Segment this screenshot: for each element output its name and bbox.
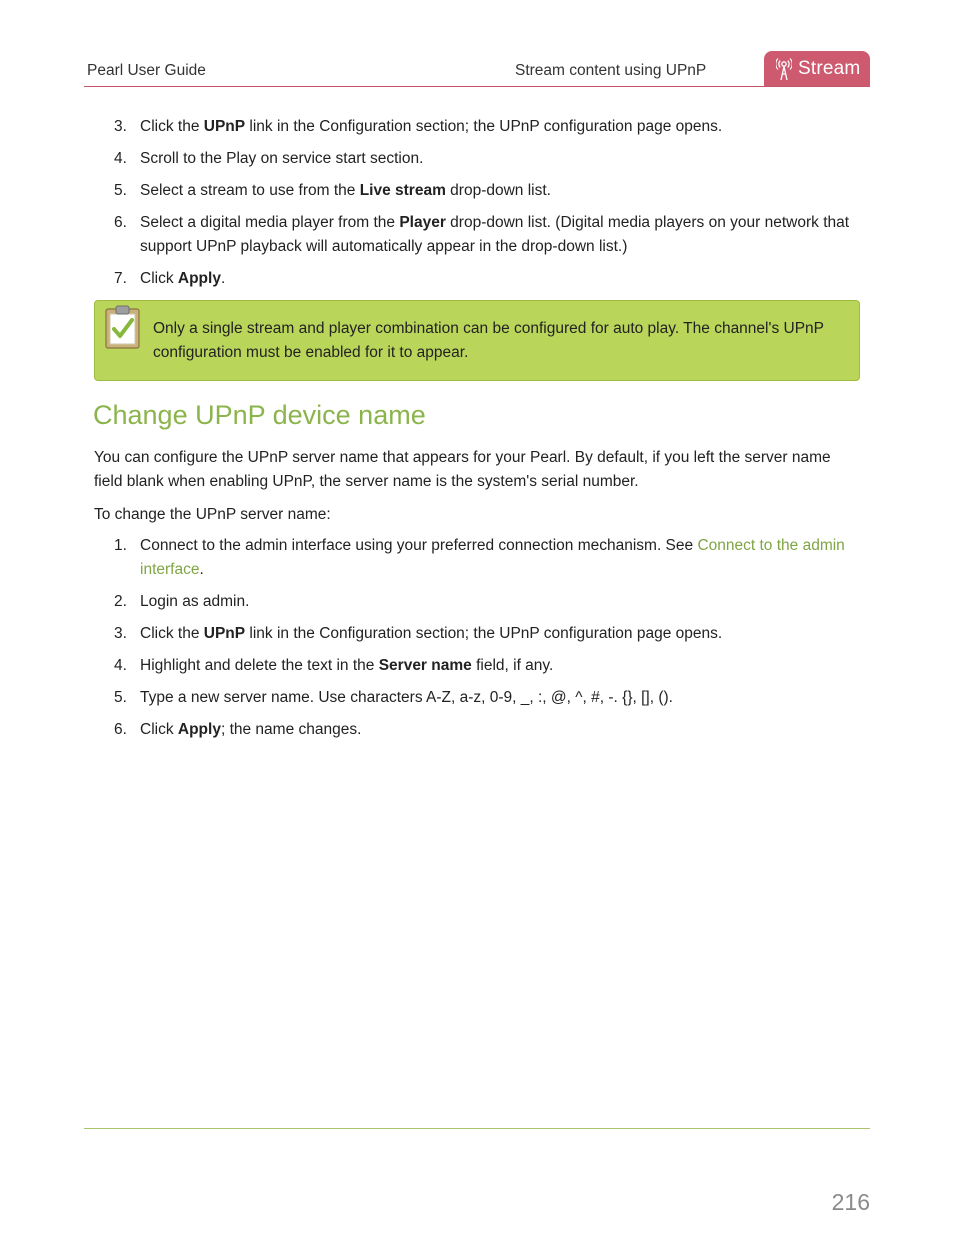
step-number: 3. [114,624,127,642]
step-text: Type a new server name. Use characters A-Z, a-z, 0-9, _, :, @, ^, #, -. {}, [], (). [140,688,673,706]
step-text-end: link in the Configuration section; the UPnP configuration page opens. [245,624,723,642]
list-item [0,590,860,614]
step-text: Select a stream to use from the [140,182,360,199]
step-number: 3. [114,118,127,135]
step-number: 5. [114,688,127,706]
step-text-end: link in the Configuration section; the UPnP configuration page opens. [245,118,723,135]
cross-reference-link[interactable]: Connect to the admin interface [140,537,845,578]
footer-divider [84,1128,870,1129]
step-text-end: . [199,560,204,578]
list-item [0,686,860,710]
step-text: Click [140,269,178,287]
list-item [0,179,860,203]
step-number: 1. [114,537,127,554]
lead-paragraph: To change the UPnP server name: [94,506,331,523]
list-item [0,534,860,581]
step-number: 4. [114,150,127,167]
ui-term: UPnP [203,624,246,642]
list-item [0,718,860,742]
step-text-end: drop-down list. [445,182,551,199]
clipboard-check-icon [105,304,141,350]
section-heading: Change UPnP device name [93,400,426,430]
step-number: 4. [114,656,127,674]
list-item [0,267,860,291]
step-text: Login as admin. [140,592,250,610]
steps-list-change-name [0,534,954,750]
header-divider [84,86,870,87]
guide-title: Pearl User Guide [87,62,206,79]
step-text-end: . [220,269,226,287]
step-text-end: ; the name changes. [220,720,362,738]
list-item [0,115,860,139]
running-section-title: Stream content using UPnP [515,62,707,79]
intro-paragraph: You can configure the UPnP server name that appears for your Pearl. By default, if you left the server name field blank when enabling UPnP, the server name is the system's serial number. [94,449,831,490]
step-number: 2. [114,592,127,610]
note-box [94,300,860,381]
note-text: Only a single stream and player combination can be configured for auto play. The channel's UPnP configuration must be enabled for it to appear. [153,320,824,361]
page-header [84,48,870,88]
ui-term: Live stream [359,182,446,199]
ui-term: Player [399,214,446,231]
step-number: 6. [114,214,127,231]
step-number: 7. [114,269,127,287]
step-text: Click the [140,118,204,135]
list-item [0,211,860,258]
page-number: 216 [831,1189,870,1215]
step-text: Connect to the admin interface using your preferred connection mechanism. See [140,537,698,554]
step-text-end: field, if any. [471,656,554,674]
step-text: Select a digital media player from the [140,214,400,231]
step-text-end: drop-down list. (Digital media players on your network that support UPnP playback will automatically appear in the drop-down list.) [140,214,850,255]
list-item [0,147,860,171]
step-text: Scroll to the Play on service start section. [140,150,424,167]
list-item [0,622,860,646]
step-text: Click the [140,624,204,642]
step-text: Highlight and delete the text in the [140,656,379,674]
stream-tab-label: Stream [798,58,861,79]
list-item [0,654,860,678]
step-number: 6. [114,720,127,738]
ui-term: Server name [378,656,472,674]
ui-term: Apply [177,720,221,738]
ui-term: Apply [177,269,221,287]
steps-list-play-on-start [0,115,954,299]
ui-term: UPnP [203,118,246,135]
stream-chapter-tab [764,51,870,87]
broadcast-icon [776,57,792,81]
step-number: 5. [114,182,127,199]
step-text: Click [140,720,178,738]
